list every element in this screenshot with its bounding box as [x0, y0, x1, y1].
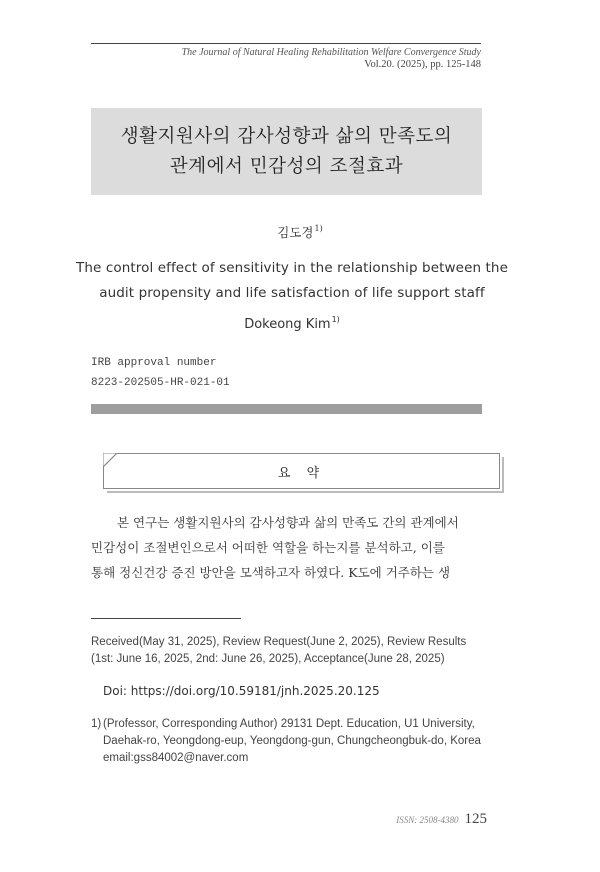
footnote-number: 1) — [91, 718, 102, 730]
section-divider-bar — [91, 404, 482, 414]
irb-number: 8223-202505-HR-021-01 — [91, 377, 230, 389]
abstract-heading-box — [103, 453, 500, 489]
english-title-line-2: audit propensity and life satisfaction of life support staff — [99, 285, 485, 301]
korean-title-line-2: 관계에서 민감성의 조절효과 — [169, 155, 404, 177]
journal-name: The Journal of Natural Healing Rehabilitation Welfare Convergence Study — [181, 47, 481, 58]
footnote-line-2: Daehak-ro, Yeongdong-eup, Yeongdong-gun, Chungcheongbuk-do, Korea — [103, 735, 481, 747]
english-author — [0, 315, 584, 332]
irb-block — [91, 353, 230, 393]
korean-title-line-1: 생활지원사의 감사성향과 삶의 만족도의 — [120, 125, 453, 147]
english-author-name: Dokeong Kim — [244, 317, 331, 332]
korean-title-box — [91, 108, 482, 195]
english-author-footnote-mark: 1) — [331, 315, 340, 324]
received-line-1: Received(May 31, 2025), Review Request(June 2, 2025), Review Results — [91, 636, 467, 648]
english-title-line-1: The control effect of sensitivity in the relationship between the — [76, 260, 508, 276]
abstract-body — [91, 510, 484, 585]
abstract-line-1: 본 연구는 생활지원사의 감사성향과 삶의 만족도 간의 관계에서 — [117, 515, 459, 530]
doi-link[interactable]: Doi: https://doi.org/10.59181/jnh.2025.20.125 — [103, 684, 380, 698]
author-footnote — [91, 716, 491, 767]
korean-author — [0, 223, 600, 241]
footnote-line-1: (Professor, Corresponding Author) 29131 Dept. Education, U1 University, — [103, 718, 475, 730]
irb-label: IRB approval number — [91, 357, 217, 369]
journal-volume: Vol.20. (2025), pp. 125-148 — [364, 59, 481, 70]
korean-author-footnote-mark: 1) — [314, 224, 323, 233]
english-title — [0, 256, 584, 306]
footnote-rule — [91, 618, 241, 619]
abstract-heading: 요 약 — [277, 465, 326, 481]
abstract-line-3: 통해 정신건강 증진 방안을 모색하고자 하였다. K도에 거주하는 생 — [91, 565, 451, 580]
page-number: 125 — [464, 811, 487, 827]
footnote-email[interactable]: email:gss84002@naver.com — [103, 752, 249, 764]
page-footer — [396, 808, 487, 828]
korean-author-name: 김도경 — [277, 225, 314, 240]
abstract-corner-ornament — [103, 453, 117, 467]
header-rule — [91, 43, 481, 44]
received-dates — [91, 634, 486, 668]
received-line-2: (1st: June 16, 2025, 2nd: June 26, 2025), Acceptance(June 28, 2025) — [91, 653, 445, 665]
abstract-line-2: 민감성이 조절변인으로서 어떠한 역할을 하는지를 분석하고, 이를 — [91, 540, 445, 555]
issn-label: ISSN: 2508-4380 — [396, 815, 459, 825]
